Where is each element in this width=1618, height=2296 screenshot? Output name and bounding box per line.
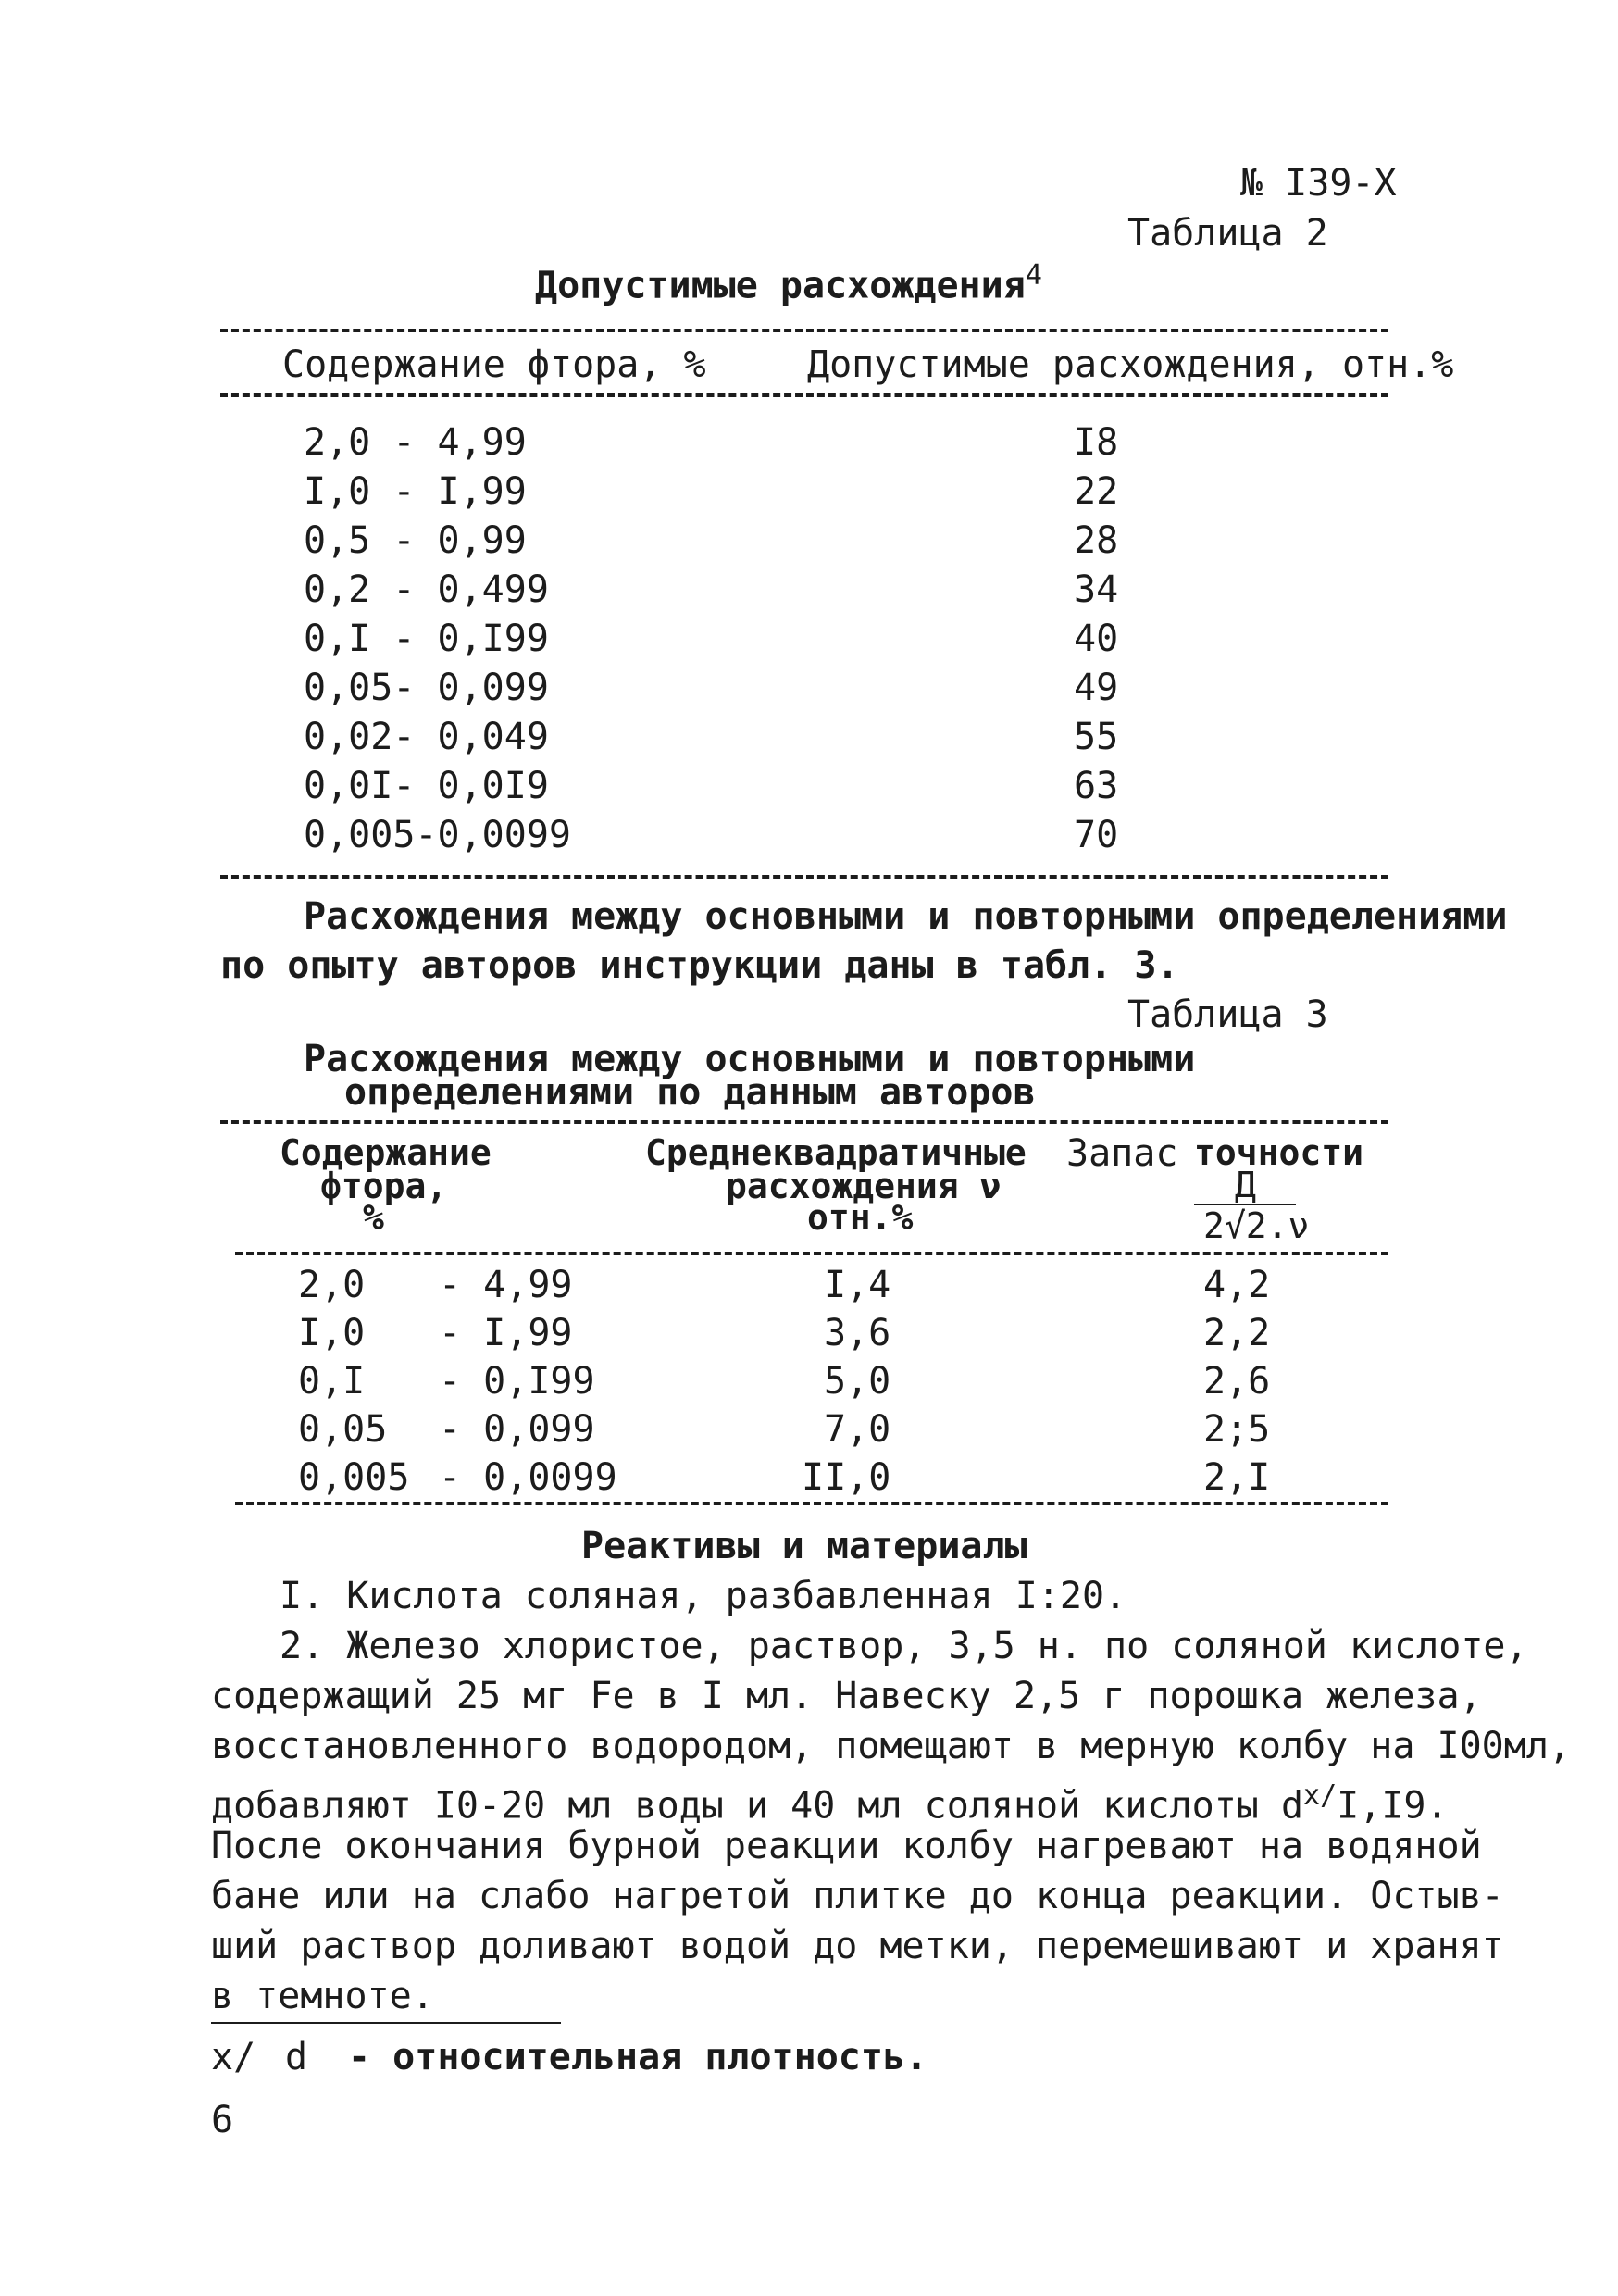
table3-header-fluorine-2: фтора, xyxy=(320,1166,448,1206)
footnote-ref-x: x/ xyxy=(1303,1779,1338,1812)
footnote-ref-4: 4 xyxy=(1025,259,1042,292)
table3-fraction-numerator: Д xyxy=(1235,1165,1256,1205)
table3-bottom-rule xyxy=(235,1502,1388,1505)
paragraph-line: по опыту авторов инструкции даны в табл. 3. xyxy=(220,944,1179,987)
reagent-line: бане или на слабо нагретой плитке до конца реакции. Остыв- xyxy=(211,1875,1504,1917)
table2-top-rule xyxy=(220,329,1388,332)
table3-row-from: 0,I xyxy=(298,1360,366,1403)
reagent-line: восстановленного водородом, помещают в мерную колбу на I00мл, xyxy=(211,1725,1572,1767)
table2-row-range: 0,I - 0,I99 xyxy=(304,618,549,660)
table3-row-margin: 2;5 xyxy=(1203,1408,1271,1451)
table3-header-margin: Запас xyxy=(1066,1132,1178,1175)
table2-row-value: 55 xyxy=(1074,716,1119,758)
table2-row-range: 0,0I- 0,0I9 xyxy=(304,765,549,807)
reagent-line: I. Кислота соляная, разбавленная I:20. xyxy=(280,1575,1127,1617)
table2-header-fluorine: Содержание фтора, % xyxy=(282,343,706,386)
table2-row-range: 2,0 - 4,99 xyxy=(304,421,527,464)
section-heading: Реактивы и материалы xyxy=(581,1525,1027,1567)
table3-header-rms-unit: отн.% xyxy=(807,1197,914,1238)
reagent-line: 2. Железо хлористое, раствор, 3,5 н. по соляной кислоте, xyxy=(280,1625,1528,1667)
table3-row-margin: 2,2 xyxy=(1203,1312,1271,1354)
table3-row-margin: 2,6 xyxy=(1203,1360,1271,1403)
table2-row-range: 0,02- 0,049 xyxy=(304,716,549,758)
table2-header-rule xyxy=(220,393,1388,397)
table3-row-rms: 7,0 xyxy=(824,1408,891,1451)
footnote-mark: x/ xyxy=(211,2036,256,2078)
table3-row-margin: 2,I xyxy=(1203,1456,1271,1499)
table3-row-rms: 3,6 xyxy=(824,1312,891,1354)
table2-row-value: 28 xyxy=(1074,519,1119,562)
table2-row-range: 0,2 - 0,499 xyxy=(304,568,549,611)
table3-header-rms: Среднеквадратичные xyxy=(645,1132,1027,1173)
reagent-line xyxy=(211,1772,1449,1829)
table2-row-value: I8 xyxy=(1074,421,1119,464)
reagent-line-text: добавляют I0-20 мл воды и 40 мл соляной кислоты d xyxy=(211,1784,1304,1828)
table2-row-value: 22 xyxy=(1074,470,1119,513)
table3-row-rms: I,4 xyxy=(824,1264,891,1306)
table3-row-from: I,0 xyxy=(298,1312,366,1354)
table2-row-value: 34 xyxy=(1074,568,1119,611)
table3-row-rms: 5,0 xyxy=(824,1360,891,1403)
reagent-line: После окончания бурной реакции колбу нагревают на водяной xyxy=(211,1825,1482,1867)
reagent-line: ший раствор доливают водой до метки, перемешивают и хранят xyxy=(211,1925,1504,1967)
table3-header-rms-2: расхождения ν xyxy=(726,1166,1002,1206)
table2-row-range: 0,05- 0,099 xyxy=(304,667,549,709)
table3-title-line: Расхождения между основными и повторными xyxy=(304,1038,1196,1080)
density-value: I,I9. xyxy=(1337,1784,1449,1828)
table2-header-discrepancy: Допустимые расхождения, отн.% xyxy=(807,343,1454,386)
table3-row-from: 0,005 xyxy=(298,1456,410,1499)
footnote-symbol: d xyxy=(285,2036,308,2078)
table3-title-line: определениями по данным авторов xyxy=(344,1071,1036,1114)
table3-row-rms: II,0 xyxy=(802,1456,891,1499)
paragraph-line: Расхождения между основными и повторными определениями xyxy=(304,895,1508,938)
table3-row-to: - 0,I99 xyxy=(439,1360,595,1403)
table3-header-accuracy: точности xyxy=(1194,1132,1364,1173)
table2-row-value: 40 xyxy=(1074,618,1119,660)
table2-title xyxy=(535,252,1042,309)
table3-row-to: - 4,99 xyxy=(439,1264,573,1306)
table3-header-fluorine: Содержание xyxy=(280,1132,492,1173)
table2-caption: Таблица 2 xyxy=(1127,212,1328,255)
reagent-line: в темноте. xyxy=(211,1975,434,2017)
table3-header-rule xyxy=(235,1252,1388,1255)
reagent-line: содержащий 25 мг Fe в I мл. Навеску 2,5 г порошка железа, xyxy=(211,1675,1482,1717)
table2-row-range: I,0 - I,99 xyxy=(304,470,527,513)
table2-row-value: 63 xyxy=(1074,765,1119,807)
footnote-text: - относительная плотность. xyxy=(348,2036,928,2078)
table2-row-range: 0,5 - 0,99 xyxy=(304,519,527,562)
page-number: 6 xyxy=(211,2099,234,2141)
table2-row-value: 49 xyxy=(1074,667,1119,709)
table3-row-margin: 4,2 xyxy=(1203,1264,1271,1306)
table3-row-from: 2,0 xyxy=(298,1264,366,1306)
table2-row-value: 70 xyxy=(1074,814,1119,856)
table2-title-text: Допустимые расхождения xyxy=(535,264,1026,307)
table3-caption: Таблица 3 xyxy=(1127,993,1328,1036)
table3-header-percent: % xyxy=(363,1197,384,1238)
table2-row-range: 0,005-0,0099 xyxy=(304,814,571,856)
footnote-separator xyxy=(211,2022,561,2024)
table3-row-to: - 0,099 xyxy=(439,1408,595,1451)
document-number: № I39-X xyxy=(1240,162,1397,205)
table3-top-rule xyxy=(220,1120,1388,1124)
table3-row-to: - I,99 xyxy=(439,1312,573,1354)
table2-bottom-rule xyxy=(220,875,1388,879)
table3-row-from: 0,05 xyxy=(298,1408,388,1451)
table3-row-to: - 0,0099 xyxy=(439,1456,617,1499)
table3-fraction-denominator: 2√2.ν xyxy=(1203,1205,1310,1246)
